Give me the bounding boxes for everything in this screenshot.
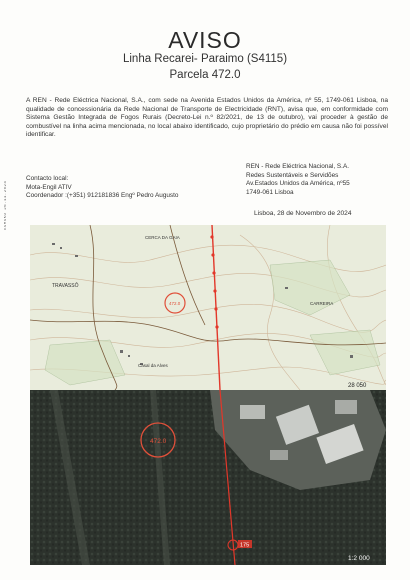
notice-paragraph: A REN - Rede Eléctrica Nacional, S.A., com sede na Avenida Estados Unidos da América, nº 55, 1749-061 Lisboa, na qualidade de concessionária da Rede Nacional de Transporte de Electricidade (RNT), avisa que, em conformidade com Sistema Gestão Integrada de Fogos Rurais (Decreto-Lei n.º 82/2021, de 13 de outubro), vai proceder à gestão de combustível na linha acima mencionada, no local abaixo identificado, cujo proprietário do prédio em causa não foi possível identificar. bbox=[26, 97, 388, 139]
ren-name: REN - Rede Eléctrica Nacional, S.A. bbox=[246, 163, 349, 170]
topo-place-travasso: TRAVASSÔ bbox=[52, 283, 79, 289]
location-map bbox=[30, 225, 386, 565]
topo-place-carreira: CARREIRA bbox=[310, 301, 334, 306]
contact-block bbox=[26, 175, 236, 201]
line-name: Linha Recarei- Paraimo (S4115) bbox=[122, 53, 288, 65]
topographic-map bbox=[30, 225, 386, 390]
ren-street: Av.Estados Unidos da América, nº55 bbox=[246, 180, 350, 188]
ren-address-block bbox=[246, 163, 396, 197]
topo-place-cerca: CERCA DA GAIA bbox=[145, 235, 180, 240]
topo-grid-value: 28 050 bbox=[348, 383, 367, 389]
contact-coordinator: Coordenador :(+351) 912181836 Engº Pedro Augusto bbox=[26, 192, 179, 200]
parcel-number: Parcela 472.0 bbox=[169, 69, 241, 81]
topo-place-casal: Casal da Alves bbox=[138, 363, 168, 368]
map-scale: 1:2 000 bbox=[348, 555, 370, 562]
notice-date: Lisboa, 28 de Novembro de 2024 bbox=[254, 210, 352, 217]
notice-title: AVISO bbox=[168, 27, 242, 53]
ren-postcode: 1749-061 Lisboa bbox=[246, 188, 294, 196]
aerial-photo bbox=[30, 390, 386, 565]
contact-company: Mota-Engil ATIV bbox=[26, 183, 72, 191]
topo-parcel-ref: 472.0 bbox=[169, 301, 181, 306]
aerial-parcel-label: 472.0 bbox=[150, 438, 167, 445]
contact-heading: Contacto local: bbox=[26, 175, 69, 182]
side-reference-code: E5MSKU 26.11.2024 bbox=[4, 180, 8, 230]
tower-number: 175 bbox=[240, 542, 250, 549]
ren-department: Redes Sustentáveis e Servidões bbox=[246, 171, 339, 179]
